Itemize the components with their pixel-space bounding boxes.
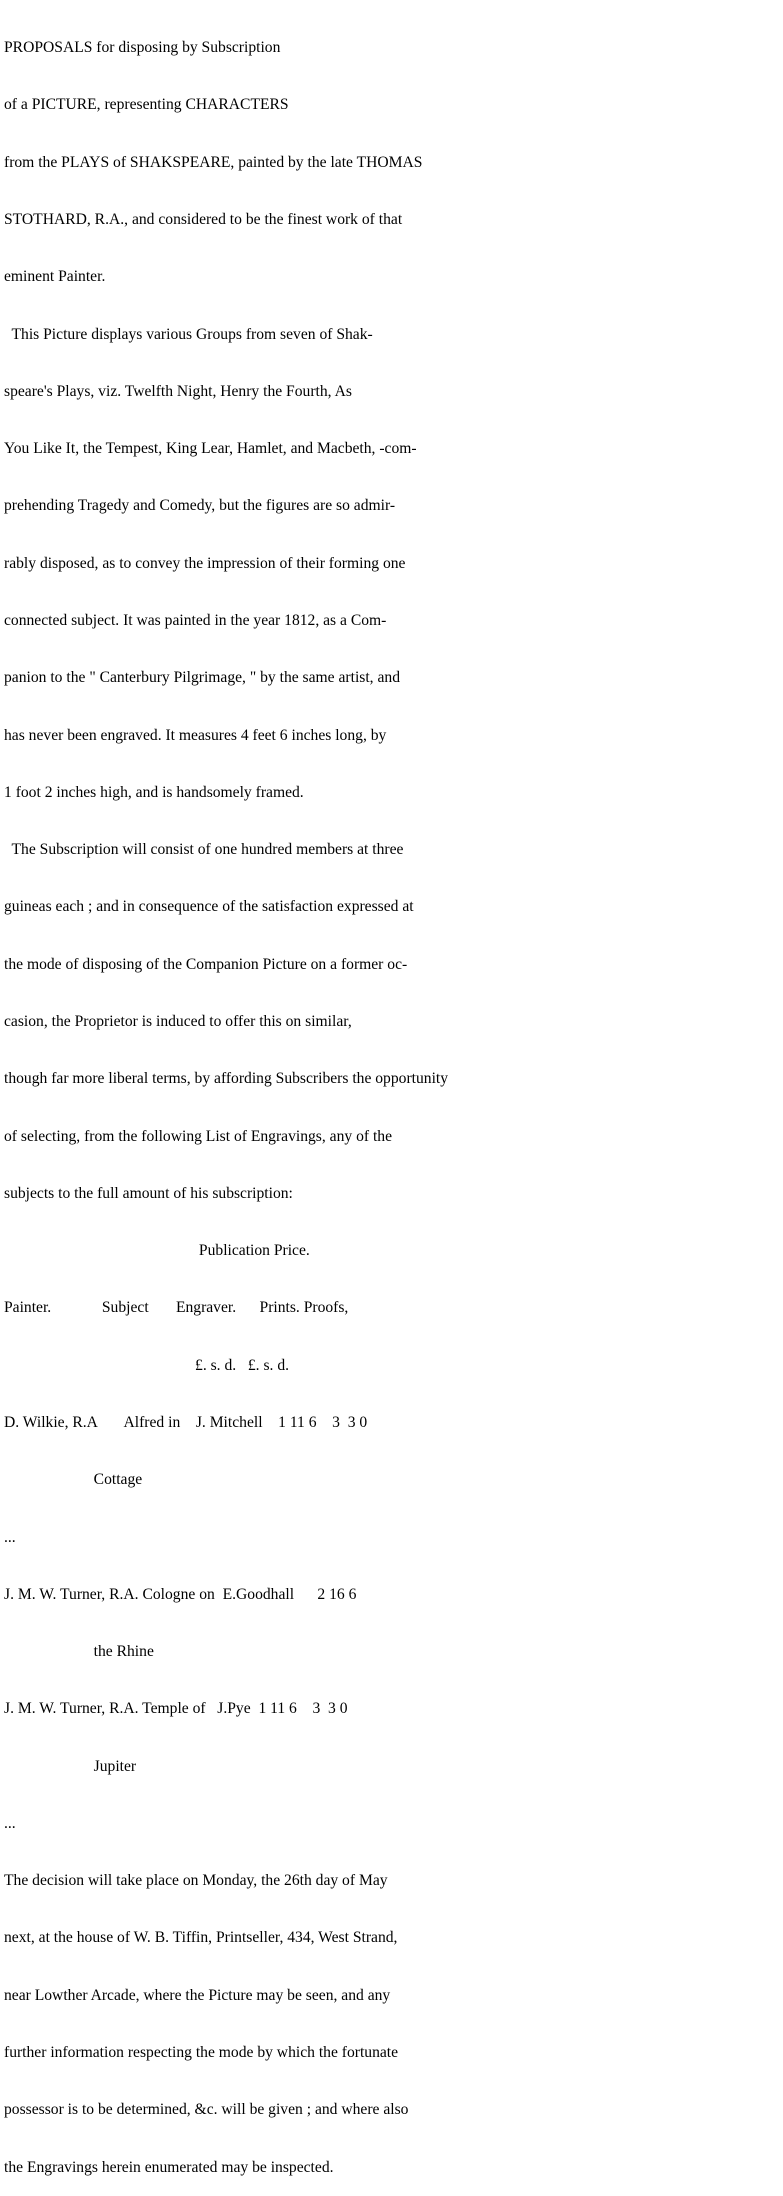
text-line: near Lowther Arcade, where the Picture may be seen, and any [4, 1986, 391, 2004]
table-header-line: Publication Price. [4, 1242, 310, 1260]
text-line: subjects to the full amount of his subscription: [4, 1184, 293, 1202]
text-line: though far more liberal terms, by affording Subscribers the opportunity [4, 1070, 449, 1088]
text-line: STOTHARD, R.A., and considered to be the finest work of that [4, 211, 403, 229]
table-row: Jupiter [4, 1757, 137, 1775]
text-line: from the PLAYS of SHAKSPEARE, painted by the late THOMAS [4, 153, 423, 171]
table-row: Cottage [4, 1471, 143, 1489]
text-line: This Picture displays various Groups from seven of Shak- [4, 325, 373, 343]
text-line: has never been engraved. It measures 4 feet 6 inches long, by [4, 726, 387, 744]
table-row: J. M. W. Turner, R.A. Temple of J.Pye 1 11 6 3 3 0 [4, 1700, 348, 1718]
text-line: speare's Plays, viz. Twelfth Night, Henry the Fourth, As [4, 382, 352, 400]
text-line: prehending Tragedy and Comedy, but the figures are so admir- [4, 497, 396, 515]
table-row: the Rhine [4, 1643, 154, 1661]
ellipsis: ... [4, 1814, 16, 1832]
document-body [4, 0, 448, 2196]
table-header-line: Painter. Subject Engraver. Prints. Proofs, [4, 1299, 349, 1317]
text-line: next, at the house of W. B. Tiffin, Printseller, 434, West Strand, [4, 1929, 398, 1947]
text-line: the mode of disposing of the Companion Picture on a former oc- [4, 955, 408, 973]
text-line: You Like It, the Tempest, King Lear, Hamlet, and Macbeth, -com- [4, 440, 417, 458]
text-line: 1 foot 2 inches high, and is handsomely framed. [4, 783, 304, 801]
table-header-line: £. s. d. £. s. d. [4, 1356, 290, 1374]
text-line: panion to the " Canterbury Pilgrimage, " by the same artist, and [4, 669, 400, 687]
text-line: guineas each ; and in consequence of the satisfaction expressed at [4, 898, 414, 916]
text-line: further information respecting the mode by which the fortunate [4, 2044, 399, 2062]
text-line: PROPOSALS for disposing by Subscription [4, 39, 281, 57]
text-line: the Engravings herein enumerated may be inspected. [4, 2158, 334, 2176]
text-line: The Subscription will consist of one hundred members at three [4, 841, 404, 859]
table-row: J. M. W. Turner, R.A. Cologne on E.Goodhall 2 16 6 [4, 1585, 357, 1603]
text-line: casion, the Proprietor is induced to offer this on similar, [4, 1012, 352, 1030]
text-line: eminent Painter. [4, 268, 106, 286]
text-line: The decision will take place on Monday, the 26th day of May [4, 1872, 388, 1890]
text-line: possessor is to be determined, &c. will be given ; and where also [4, 2101, 409, 2119]
text-line: connected subject. It was painted in the year 1812, as a Com- [4, 612, 387, 629]
table-row: D. Wilkie, R.A Alfred in J. Mitchell 1 11 6 3 3 0 [4, 1413, 368, 1431]
ellipsis: ... [4, 1528, 16, 1546]
text-line: of selecting, from the following List of Engravings, any of the [4, 1127, 393, 1145]
text-line: of a PICTURE, representing CHARACTERS [4, 96, 289, 114]
text-line: rably disposed, as to convey the impression of their forming one [4, 554, 406, 572]
